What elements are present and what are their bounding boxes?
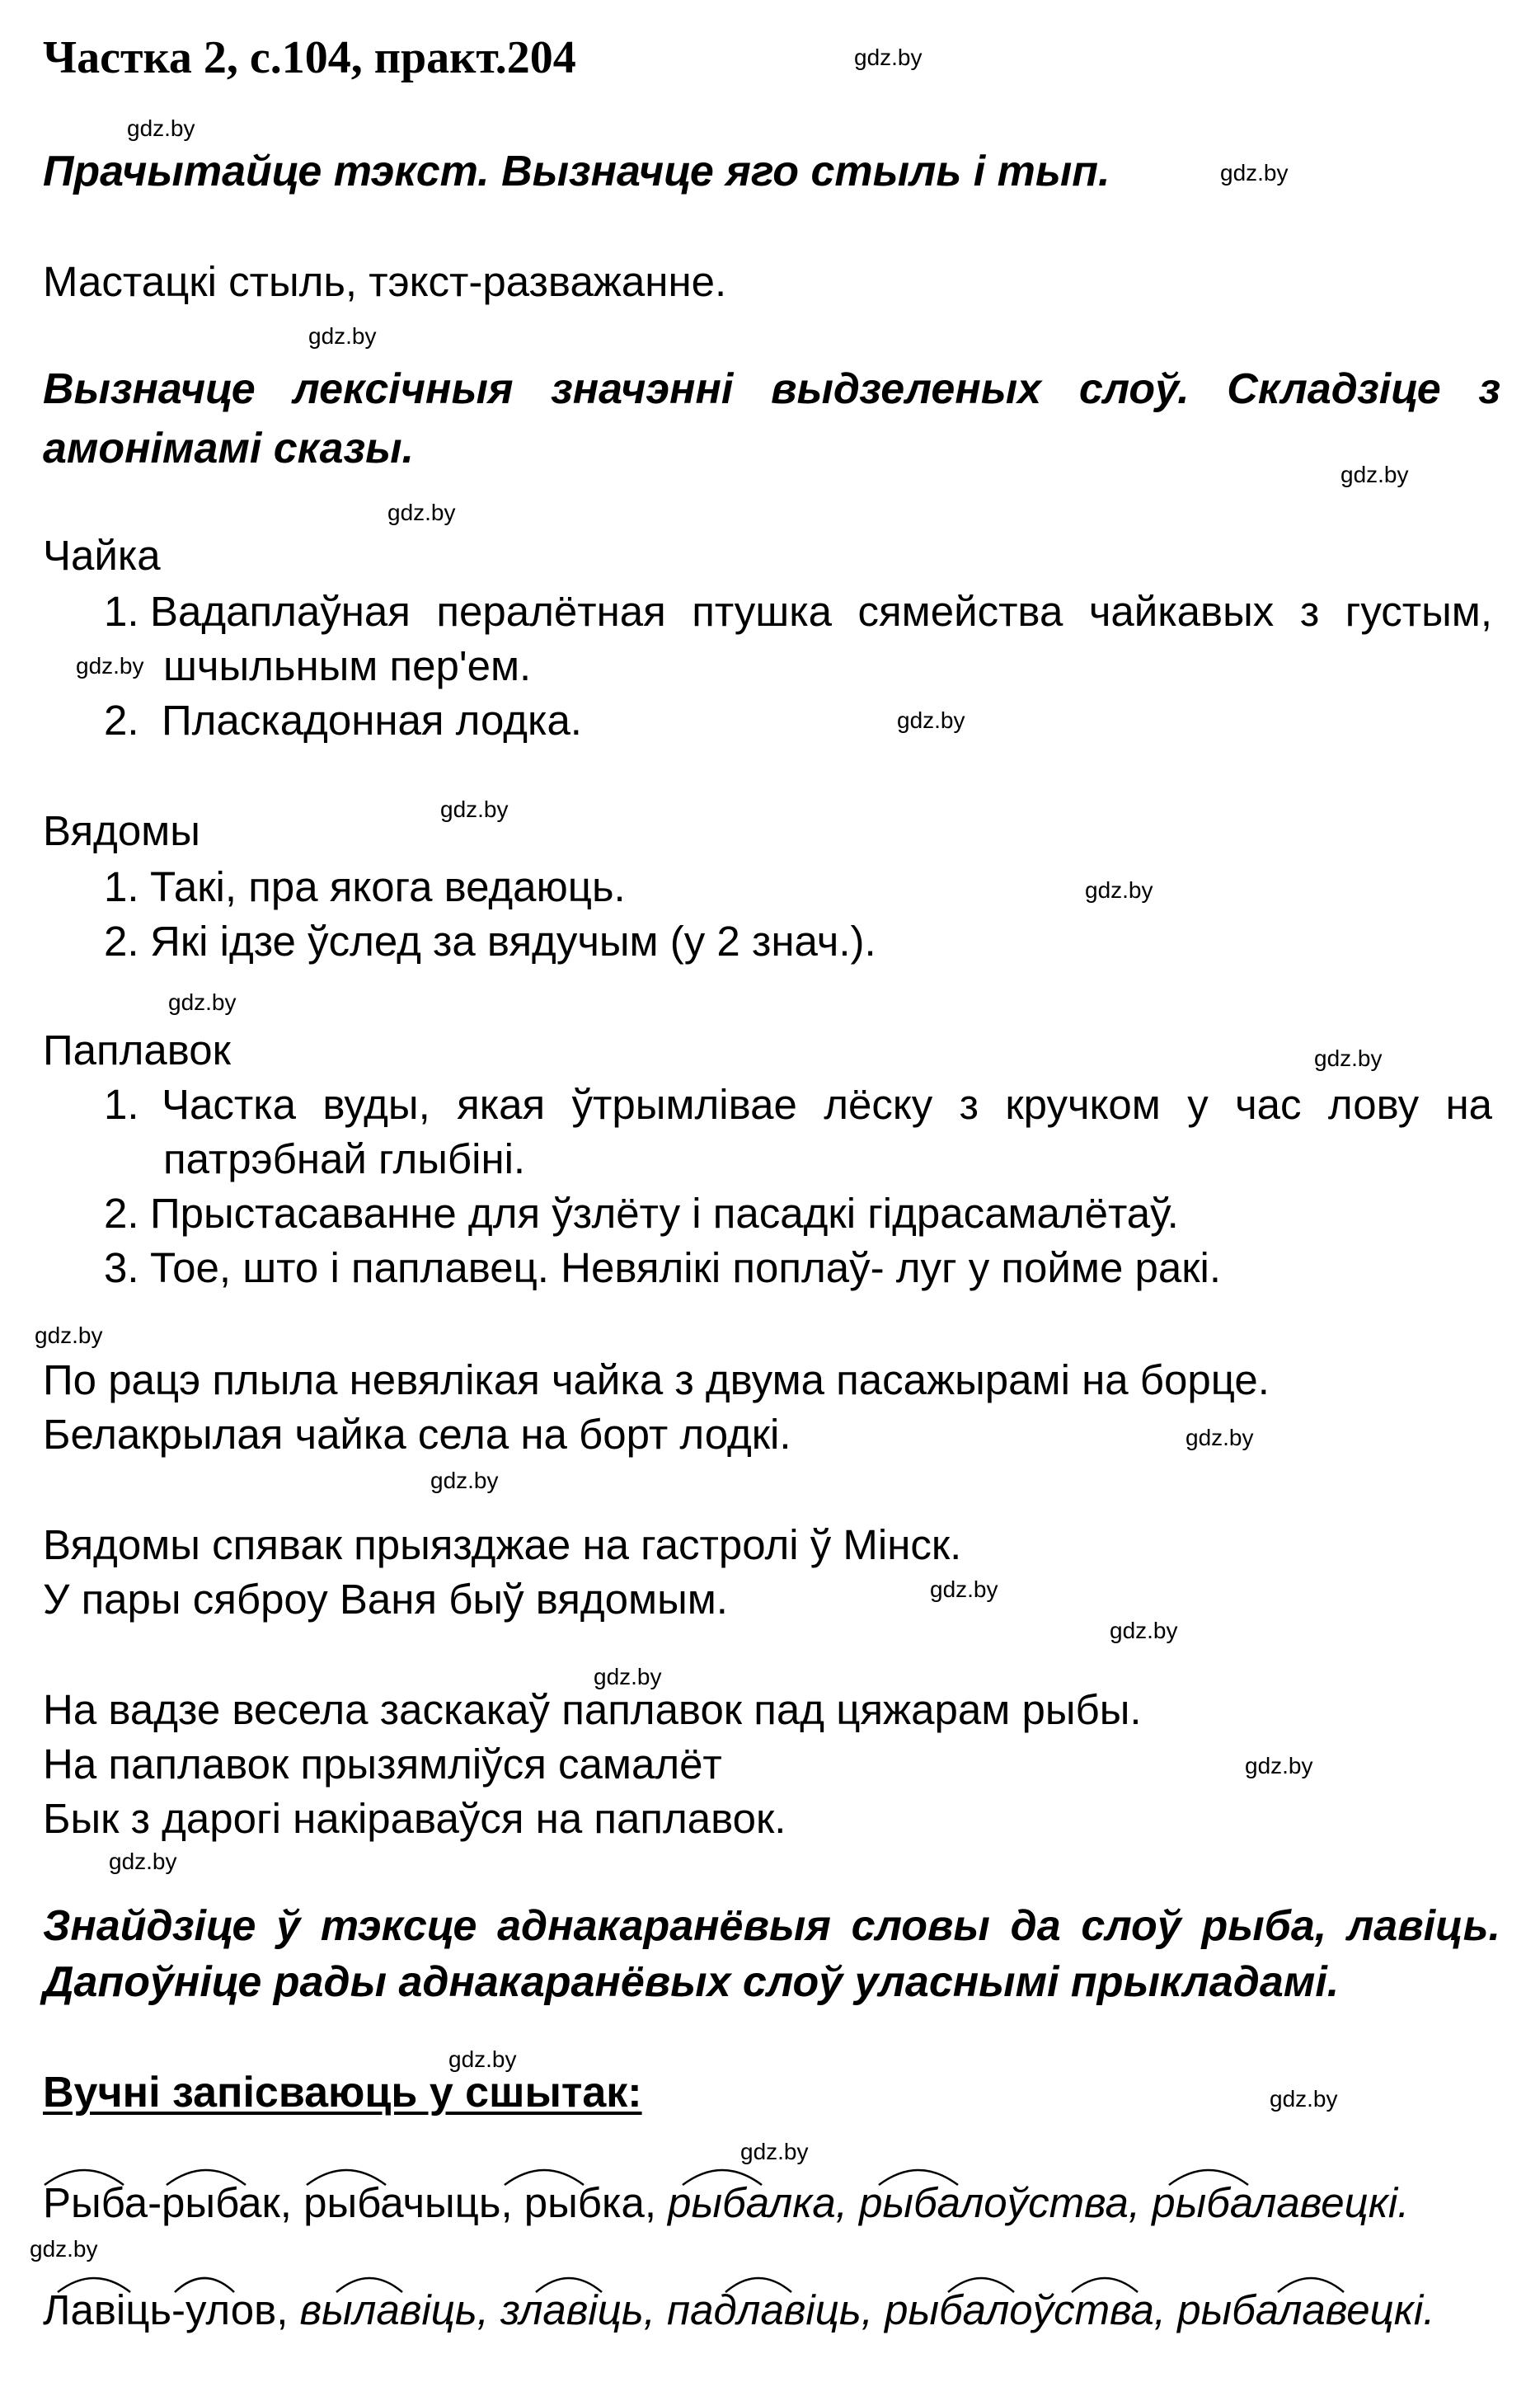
root-arc-mark bbox=[1072, 2278, 1138, 2292]
word-family-regular: Лавіць-улов, bbox=[43, 2286, 300, 2333]
meaning-text: Тое, што і паплавец. Невялікі поплаў- луг у пойме ракі. bbox=[150, 1244, 1222, 1291]
page-title: Частка 2, с.104, практ.204 bbox=[43, 32, 576, 83]
meaning-text: Пласкадонная лодка. bbox=[162, 697, 582, 744]
watermark-text: gdz.by bbox=[594, 1664, 662, 1689]
watermark-text: gdz.by bbox=[740, 2139, 809, 2164]
word-family-regular: Рыба-рыбак, рыбачыць, рыбка, bbox=[43, 2179, 669, 2226]
root-arc-mark bbox=[948, 2278, 1014, 2292]
word-heading-paplavok: Паплавок bbox=[43, 1027, 231, 1074]
watermark-text: gdz.by bbox=[30, 2236, 98, 2262]
word-family-italic: вылавіць, злавіць, падлавіць, рыбалоўства, рыбалавецкі. bbox=[299, 2286, 1435, 2333]
example-sentence: На вадзе весела заскакаў паплавок пад цяжарам рыбы. bbox=[43, 1686, 1142, 1733]
watermark-text: gdz.by bbox=[168, 989, 237, 1015]
meaning-continuation: патрэбнай глыбіні. bbox=[163, 1135, 526, 1182]
watermark-text: gdz.by bbox=[35, 1323, 103, 1348]
task3-prompt-line2: Дапоўніце рады аднакаранёвых слоў уласнымі прыкладамі. bbox=[43, 1958, 1340, 2006]
watermark-text: gdz.by bbox=[1110, 1618, 1178, 1643]
word-heading-viadomy: Вядомы bbox=[43, 807, 200, 854]
word-family-italic: рыбалка, рыбалоўства, рыбалавецкі. bbox=[668, 2179, 1410, 2226]
root-arc-mark bbox=[725, 2278, 791, 2292]
watermark-text: gdz.by bbox=[308, 323, 377, 349]
meaning-text: Які ідзе ўслед за вядучым (у 2 знач.). bbox=[150, 918, 876, 965]
root-arc-mark bbox=[879, 2170, 958, 2185]
root-arc-mark bbox=[1278, 2278, 1344, 2292]
root-arc-mark bbox=[536, 2278, 602, 2292]
watermark-text: gdz.by bbox=[109, 1849, 177, 1874]
example-sentence: У пары сяброу Ваня быў вядомым. bbox=[43, 1576, 728, 1623]
watermark-text: gdz.by bbox=[1186, 1425, 1254, 1450]
meaning-number: 3. bbox=[104, 1244, 139, 1291]
watermark-text: gdz.by bbox=[448, 2046, 517, 2072]
example-sentence: Бык з дарогі накіраваўся на паплавок. bbox=[43, 1795, 786, 1842]
example-sentence: На паплавок прызямліўся самалёт bbox=[43, 1741, 722, 1788]
task2-prompt-line1: Вызначце лексічныя значэнні выдзеленых слоў. Складзіце з bbox=[43, 365, 1500, 413]
meaning-number: 1. bbox=[104, 1081, 139, 1128]
root-arc-mark bbox=[307, 2170, 386, 2185]
task1-prompt: Прачытайце тэкст. Вызначце яго стыль і тып. bbox=[43, 148, 1110, 195]
watermark-text: gdz.by bbox=[430, 1468, 499, 1493]
notebook-heading: Вучні запісваюць у сшытак: bbox=[43, 2069, 642, 2117]
watermark-text: gdz.by bbox=[897, 707, 965, 733]
root-arc-mark bbox=[683, 2170, 762, 2185]
task3-prompt-line1: Знайдзіце ў тэксце аднакаранёвыя словы да слоў рыба, лавіць. bbox=[43, 1902, 1500, 1950]
word-heading-chaika: Чайка bbox=[43, 532, 161, 579]
watermark-text: gdz.by bbox=[1220, 160, 1289, 186]
root-arc-mark bbox=[1169, 2170, 1248, 2185]
meaning-text: Вадаплаўная пералётная птушка сямейства чайкавых з густым, bbox=[150, 588, 1492, 635]
task1-answer: Мастацкі стыль, тэкст-разважанне. bbox=[43, 258, 727, 305]
meaning-number: 2. bbox=[104, 918, 139, 965]
watermark-text: gdz.by bbox=[440, 796, 509, 822]
watermark-text: gdz.by bbox=[1314, 1045, 1383, 1071]
example-sentence: Вядомы спявак прыязджае на гастролі ў Мінск. bbox=[43, 1521, 962, 1568]
root-arc-mark bbox=[336, 2278, 402, 2292]
watermark-text: gdz.by bbox=[854, 45, 923, 70]
example-sentence: По рацэ плыла невялікая чайка з двума пасажырамі на борце. bbox=[43, 1356, 1270, 1403]
meaning-text: Такі, пра якога ведаюць. bbox=[150, 863, 626, 910]
meaning-text: Прыстасаванне для ўзлёту і пасадкі гідрасамалётаў. bbox=[150, 1190, 1179, 1237]
meaning-number: 1. bbox=[104, 863, 139, 910]
root-arc-mark bbox=[175, 2278, 234, 2292]
watermark-text: gdz.by bbox=[1245, 1753, 1313, 1778]
meaning-number: 1. bbox=[104, 588, 139, 635]
watermark-text: gdz.by bbox=[387, 500, 456, 525]
root-arc-mark bbox=[58, 2278, 130, 2292]
watermark-text: gdz.by bbox=[76, 653, 144, 679]
watermark-text: gdz.by bbox=[1340, 462, 1409, 487]
task2-prompt-line2: амонімамі сказы. bbox=[43, 425, 414, 472]
example-sentence: Белакрылая чайка села на борт лодкі. bbox=[43, 1411, 791, 1458]
meaning-number: 2. bbox=[104, 697, 139, 744]
meaning-text: Частка вуды, якая ўтрымлівае лёску з кручком у час лову на bbox=[162, 1081, 1492, 1128]
root-arc-mark bbox=[505, 2170, 584, 2185]
watermark-text: gdz.by bbox=[1270, 2086, 1338, 2112]
watermark-text: gdz.by bbox=[1085, 877, 1153, 903]
watermark-text: gdz.by bbox=[930, 1576, 998, 1602]
watermark-text: gdz.by bbox=[127, 115, 195, 141]
root-arc-mark bbox=[45, 2170, 124, 2185]
meaning-number: 2. bbox=[104, 1190, 139, 1237]
meaning-continuation: шчыльным пер'ем. bbox=[163, 642, 532, 689]
root-arc-mark bbox=[167, 2170, 246, 2185]
